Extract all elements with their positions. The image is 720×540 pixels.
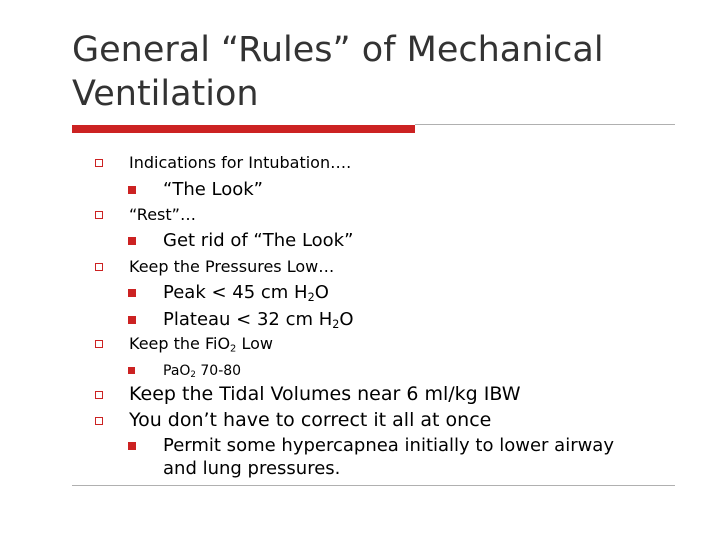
title-divider-line	[415, 124, 675, 125]
sub-bullet-text	[163, 362, 241, 380]
text-part: Plateau < 32 cm H	[163, 309, 333, 330]
sub-bullet-text: Permit some hypercapnea initially to lower airway	[163, 435, 614, 456]
filled-square-bullet-icon	[128, 186, 136, 194]
filled-square-bullet-icon	[128, 316, 136, 324]
text-part: 70-80	[195, 363, 242, 379]
bullet-text: Keep the Tidal Volumes near 6 ml/kg IBW	[129, 383, 521, 405]
sub-bullet-text	[163, 309, 354, 331]
sub-bullet-text: and lung pressures.	[163, 458, 341, 479]
filled-square-bullet-icon	[128, 289, 136, 297]
slide-title: General “Rules” of Mechanical Ventilation	[72, 30, 604, 114]
subscript: 2	[332, 317, 340, 331]
text-part: O	[339, 309, 354, 330]
sub-bullet-text: Get rid of “The Look”	[163, 230, 354, 251]
sub-bullet-text: “The Look”	[163, 179, 264, 200]
subscript: 2	[307, 290, 315, 304]
text-part: O	[314, 282, 329, 303]
text-part: Peak < 45 cm H	[163, 282, 308, 303]
bullet-text: Indications for Intubation….	[129, 153, 352, 172]
hollow-square-bullet-icon	[95, 159, 103, 167]
subscript: 2	[190, 370, 196, 381]
sub-bullet-text	[163, 282, 329, 304]
text-part: PaO	[163, 363, 191, 379]
filled-square-bullet-icon	[128, 237, 136, 245]
hollow-square-bullet-icon	[95, 211, 103, 219]
filled-square-bullet-icon	[128, 367, 135, 374]
hollow-square-bullet-icon	[95, 417, 103, 425]
title-accent-bar	[72, 125, 415, 133]
hollow-square-bullet-icon	[95, 263, 103, 271]
subscript: 2	[230, 343, 237, 355]
hollow-square-bullet-icon	[95, 391, 103, 399]
bullet-text: Keep the Pressures Low…	[129, 257, 335, 276]
footer-divider-line	[72, 485, 675, 486]
text-part: Keep the FiO	[129, 334, 231, 353]
text-part: Low	[236, 334, 273, 353]
bullet-text: You don’t have to correct it all at once	[129, 409, 492, 431]
bullet-text: “Rest”…	[129, 205, 196, 224]
bullet-text	[129, 334, 273, 354]
hollow-square-bullet-icon	[95, 340, 103, 348]
filled-square-bullet-icon	[128, 442, 136, 450]
